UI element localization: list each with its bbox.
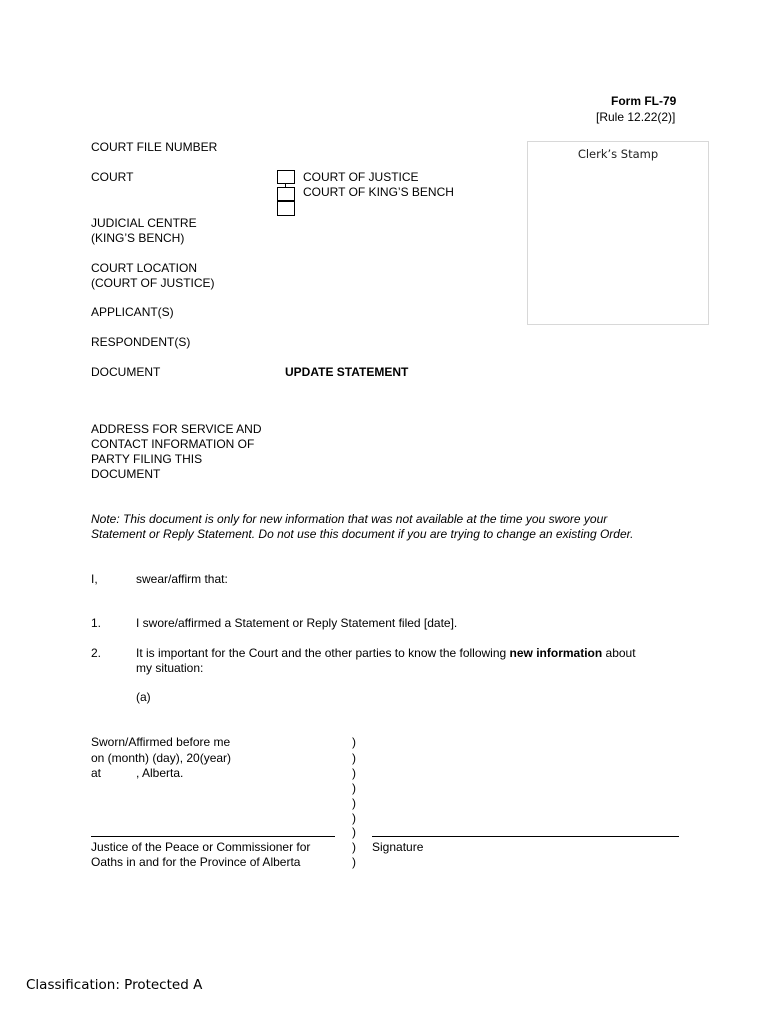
form-number: Form FL-79 [611, 94, 677, 108]
jurat-at: at [91, 766, 102, 780]
jurat-paren: ) [352, 766, 356, 780]
court-location-label: COURT LOCATION [91, 261, 198, 275]
deponent-signature-line [372, 836, 679, 837]
court-option-kings-bench: COURT OF KING’S BENCH [303, 185, 454, 199]
document-title: UPDATE STATEMENT [285, 365, 409, 379]
court-file-number-label: COURT FILE NUMBER [91, 140, 218, 154]
court-blank-checkbox[interactable] [277, 201, 295, 216]
classification-footer: Classification: Protected A [26, 977, 203, 993]
commissioner-label: Justice of the Peace or Commissioner for [91, 840, 311, 854]
note-line: Note: This document is only for new information that was not available at the time you swore your [91, 512, 608, 526]
item-text-part: about [602, 646, 636, 660]
item-text-part: It is important for the Court and the other parties to know the following [136, 646, 510, 660]
oath-swear: swear/affirm that: [136, 572, 228, 586]
jurat-paren: ) [352, 796, 356, 810]
address-for-service-label: DOCUMENT [91, 467, 161, 481]
address-for-service-label: CONTACT INFORMATION OF [91, 437, 255, 451]
clerks-stamp-box [527, 141, 709, 325]
judicial-centre-label: JUDICIAL CENTRE [91, 216, 197, 230]
oath-i: I, [91, 572, 98, 586]
respondents-label: RESPONDENT(S) [91, 335, 191, 349]
item-text-line2: my situation: [136, 661, 204, 675]
court-option-justice: COURT OF JUSTICE [303, 170, 419, 184]
item-text: I swore/affirmed a Statement or Reply Statement filed [date]. [136, 616, 458, 630]
jurat-line: on (month) (day), 20(year) [91, 751, 232, 765]
court-location-sublabel: (COURT OF JUSTICE) [91, 276, 215, 290]
jurat-paren: ) [352, 751, 356, 765]
jurat-paren: ) [352, 840, 356, 854]
jurat-paren: ) [352, 781, 356, 795]
jurat-paren: ) [352, 855, 356, 869]
address-for-service-label: ADDRESS FOR SERVICE AND [91, 422, 262, 436]
document-label: DOCUMENT [91, 365, 161, 379]
clerks-stamp-label: Clerk’s Stamp [577, 147, 659, 161]
sub-item-a: (a) [136, 690, 151, 704]
court-label: COURT [91, 170, 134, 184]
court-of-justice-checkbox[interactable] [277, 170, 295, 184]
commissioner-label: Oaths in and for the Province of Alberta [91, 855, 301, 869]
note-line: Statement or Reply Statement. Do not use this document if you are trying to change an existing Order. [91, 527, 634, 541]
commissioner-signature-line [91, 836, 335, 837]
jurat-line: Sworn/Affirmed before me [91, 735, 231, 749]
form-rule: [Rule 12.22(2)] [596, 110, 676, 124]
address-for-service-label: PARTY FILING THIS [91, 452, 203, 466]
jurat-alberta: , Alberta. [136, 766, 184, 780]
signature-label: Signature [372, 840, 424, 854]
item-number: 2. [91, 646, 102, 660]
court-of-kings-bench-checkbox[interactable] [277, 187, 295, 201]
item-text [136, 646, 636, 661]
judicial-centre-sublabel: (KING’S BENCH) [91, 231, 185, 245]
item-text-emphasis: new information [509, 646, 603, 660]
jurat-paren: ) [352, 811, 356, 825]
item-number: 1. [91, 616, 102, 630]
applicants-label: APPLICANT(S) [91, 305, 174, 319]
jurat-paren: ) [352, 735, 356, 749]
jurat-paren: ) [352, 825, 356, 839]
